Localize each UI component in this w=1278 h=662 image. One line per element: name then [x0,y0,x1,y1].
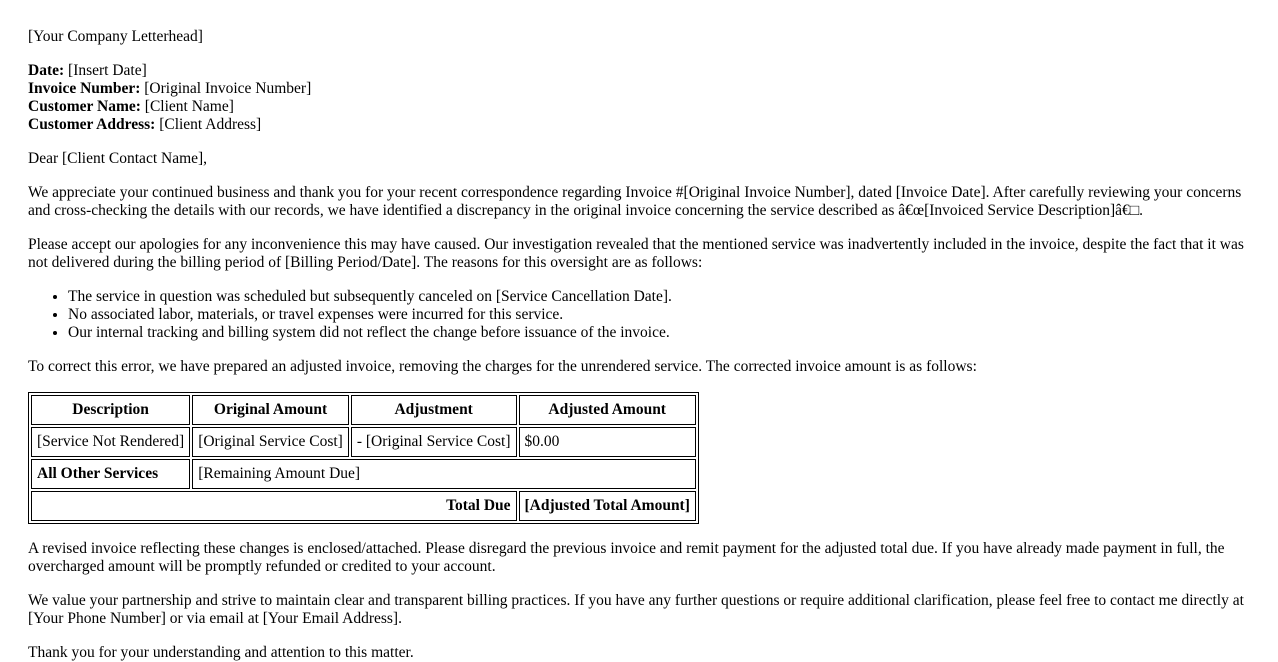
paragraph-revised-invoice: A revised invoice reflecting these changes is enclosed/attached. Please disregard the previous invoice and remit payment for the adjusted total due. If you have already made payment in full, the overcharged amount will be promptly refunded or credited to your account. [28,540,1225,575]
column-header-original-amount: Original Amount [192,395,349,425]
column-header-adjustment: Adjustment [351,395,517,425]
customer-name-value: [Client Name] [140,98,234,115]
table-row [31,459,696,489]
invoice-number-line [28,80,1250,98]
cell-adjustment: - [Original Service Cost] [351,427,517,457]
table-row [31,427,696,457]
paragraph-correction: To correct this error, we have prepared an adjusted invoice, removing the charges for the unrendered service. The corrected invoice amount is as follows: [28,358,977,375]
date-label: Date: [28,62,65,79]
paragraph-closing: Thank you for your understanding and attention to this matter. [28,644,414,661]
paragraph-apology: Please accept our apologies for any inconvenience this may have caused. Our investigation revealed that the mentioned service was inadvertently included in the invoice, despite the fact that it was not delivered during the billing period of [Billing Period/Date]. The reasons for this oversight are as follows: [28,236,1244,271]
invoice-meta [28,62,1250,134]
total-due-value: [Adjusted Total Amount] [519,491,696,521]
customer-address-value: [Client Address] [155,116,262,133]
paragraph-intro: We appreciate your continued business and thank you for your recent correspondence regarding Invoice #[Original Invoice Number], dated [Invoice Date]. After carefully reviewing your concerns and cross-checking the details with our records, we have identified a discrepancy in the original invoice concerning the service described as â€œ[Invoiced Service Description]â€□. [28,184,1242,219]
reasons-list [28,288,1250,342]
column-header-description: Description [31,395,190,425]
customer-address-label: Customer Address: [28,116,156,133]
date-line [28,62,1250,80]
letterhead: [Your Company Letterhead] [28,28,203,45]
cell-original-amount: [Original Service Cost] [192,427,349,457]
adjustment-table [28,392,699,524]
salutation: Dear [Client Contact Name], [28,150,208,167]
customer-address-line [28,116,1250,134]
invoice-number-label: Invoice Number: [28,80,141,97]
table-header-row [31,395,696,425]
list-item: • No associated labor, materials, or travel expenses were incurred for this service. [68,306,1250,324]
table-total-row [31,491,696,521]
invoice-number-value: [Original Invoice Number] [140,80,312,97]
list-item: • Our internal tracking and billing system did not reflect the change before issuance of the invoice. [68,324,1250,342]
customer-name-label: Customer Name: [28,98,141,115]
customer-name-line [28,98,1250,116]
cell-description: All Other Services [31,459,190,489]
paragraph-contact: We value your partnership and strive to maintain clear and transparent billing practices. If you have any further questions or require additional clarification, please feel free to contact me directly at [Your Phone Number] or via email at [Your Email Address]. [28,592,1244,627]
cell-remaining-amount: [Remaining Amount Due] [192,459,696,489]
total-due-label: Total Due [31,491,517,521]
column-header-adjusted-amount: Adjusted Amount [519,395,696,425]
date-value: [Insert Date] [64,62,147,79]
cell-adjusted-amount: $0.00 [519,427,696,457]
cell-description: [Service Not Rendered] [31,427,190,457]
list-item: • The service in question was scheduled but subsequently canceled on [Service Cancellation Date]. [68,288,1250,306]
